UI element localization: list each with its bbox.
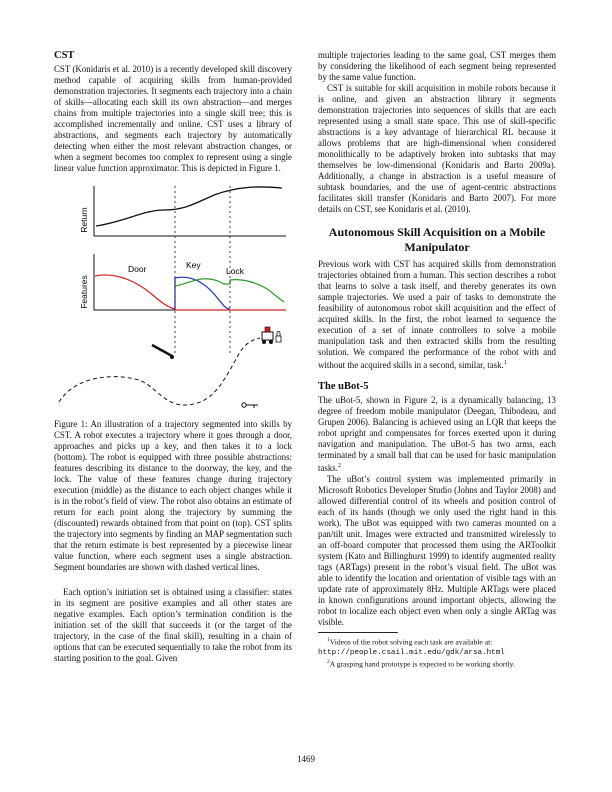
paragraph-previous-work: Previous work with CST has acquired skills from demonstration trajectories obtained from a human. This section describes a robot that learns to solve a task itself, and thereby generates its own sample trajectories. We used a pair of tasks to demonstrate the feasibility of autonomous robot skill acquisition and the effect of acquired skills. In the first, the robot learned to sequence the execution of a set of innate controllers to solve a mobile manipulation task and then extracted skills from the resulting solution. We compared the performance of the robot with and without the acquired skills in a second, similar, task.$^1$ [318,259,556,370]
page-number: 1469 [297,754,315,764]
footnote-1-url[interactable]: http://people.csail.mit.edu/gdk/arsa.html [318,648,505,657]
paragraph-initiation-set: Each option’s initiation set is obtained using a classifier: states in its segment are positive examples and all other states are negative examples. Each option’s termination condition is the initiation set of the skill that succeeds it (or the target of the trajectory, in the case of the final skill), resulting in a chain of options that can be executed sequentially to take the robot from its starting position to the goal. Given [54,587,292,663]
paragraph-cst-suitability: CST is suitable for skill acquisition in mobile robots because it is online, and given an abstraction library it segments demonstration trajectories into sequences of skills that are each represented using a small state space. This use of skill-specific abstractions is a key advantage of hierarchical RL because it allows problems that are high-dimensional when considered monolithically to be adaptively broken into subtasks that may themselves be low-dimensional (Konidaris and Barto 2009a). Additionally, a change in abstraction is a useful measure of subtask boundaries, and the use of agent-centric abstractions facilitates skill transfer (Konidaris and Barto 2007). For more details on CST, see Konidaris et al. (2010). [318,83,556,214]
footnote-separator [318,632,398,633]
lock-label: Lock [226,266,244,276]
return-curve [96,187,282,226]
door-label: Door [128,264,147,274]
subsection-heading-ubot: The uBot-5 [318,380,369,392]
lock-curve [175,279,284,302]
return-axis-label: Return [79,207,89,233]
paragraph-ubot-intro: The uBot-5, shown in Figure 2, is a dynamically balancing, 13 degree of freedom mobile manipulator (Deegan, Thibodeau, and Grupen 2006). Balancing is achieved using an LQR that keeps the robot upright and compensates for forces exerted upon it during navigation and manipulation. The uBot-5 has two arms, each terminated by a small ball that can be used for basic manipulation tasks.$^2$ [318,394,556,473]
lock-icon [276,332,281,343]
paragraph-merge-continued: multiple trajectories leading to the same goal, CST merges them by considering the likelihood of each segment being represented by the same value function. [318,50,556,82]
door-icon [152,345,174,359]
footnote-1: $^1$Videos of the robot solving each task are available at: [327,636,493,647]
trajectory-scene [59,327,281,408]
segment-boundaries [175,186,230,356]
footnote-2: $^2$A grasping hand prototype is expected to be working shortly. [327,659,515,669]
figure-1-illustration [54,180,292,415]
key-label: Key [186,260,201,270]
left-column [54,50,292,664]
robot-icon [262,327,273,344]
features-axis-label: Features [79,275,89,309]
paragraph-cst-intro: CST (Konidaris et al. 2010) is a recently developed skill discovery method capable of acquiring skills from human-provided demonstration trajectories. It segments each trajectory into a chain of skills—allocating each skill its own abstraction—and merges chains from multiple trajectories into a single skill tree; this is accomplished incrementally and online. CST uses a library of abstractions, and segments each trajectory by automatically detecting when either the most relevant abstraction changes, or when a segment becomes too complex to represent using a single linear value function approximator. This is depicted in Figure 1. [54,64,292,173]
return-plot [79,186,286,236]
footnote-ref-1: 1 [503,360,507,366]
section-title: Autonomous Skill Acquisition on a Mobile Manipulator [328,225,546,254]
right-column [318,50,556,670]
paragraph-ubot-control: The uBot’s control system was implemented primarily in Microsoft Robotics Developer Studio (Johns and Taylor 2008) and allowed differential control of its wheels and position control of each of its hands (though we only used the right hand in this work). The uBot was equipped with two cameras mounted on a pan/tilt unit. Images were extracted and transmitted wirelessly to an off-board computer that processed them using the ARToolkit system (Kato and Billinghurst 1999) to identify augmented reality tags (ARTags) present in the robot’s visual field. The uBot was able to identify the location and orientation of visible tags with an update rate of approximately 8Hz. Multiple ARTags were placed in known configurations around important objects, allowing the robot to localize each object even when only a single ARTag was visible. [318,473,556,627]
door-curve [95,275,286,310]
figure-1 [54,180,292,415]
key-icon [242,403,258,408]
figure-1-caption: Figure 1: An illustration of a trajectory segmented into skills by CST. A robot executes a trajectory where it goes through a door, approaches and picks up a key, and then takes it to a lock (bottom). The robot is equipped with three possible abstractions: features describing its distance to the doorway, the key, and the lock. The value of these features change during trajectory execution (middle) as the distance to each object changes while it is in the robot’s field of view. The robot also obtains an estimate of return for each point along the trajectory by summing the (discounted) rewards obtained from that point on (top). CST splits the trajectory into segments by finding an MAP segmentation such that the return estimate is best represented by a piecewise linear value function, where each segment uses a single abstraction. Segment boundaries are shown with dashed vertical lines. [54,419,292,572]
features-plot [79,254,286,310]
section-heading-cst: CST [54,50,75,61]
footnote-ref-2: 2 [337,462,341,469]
